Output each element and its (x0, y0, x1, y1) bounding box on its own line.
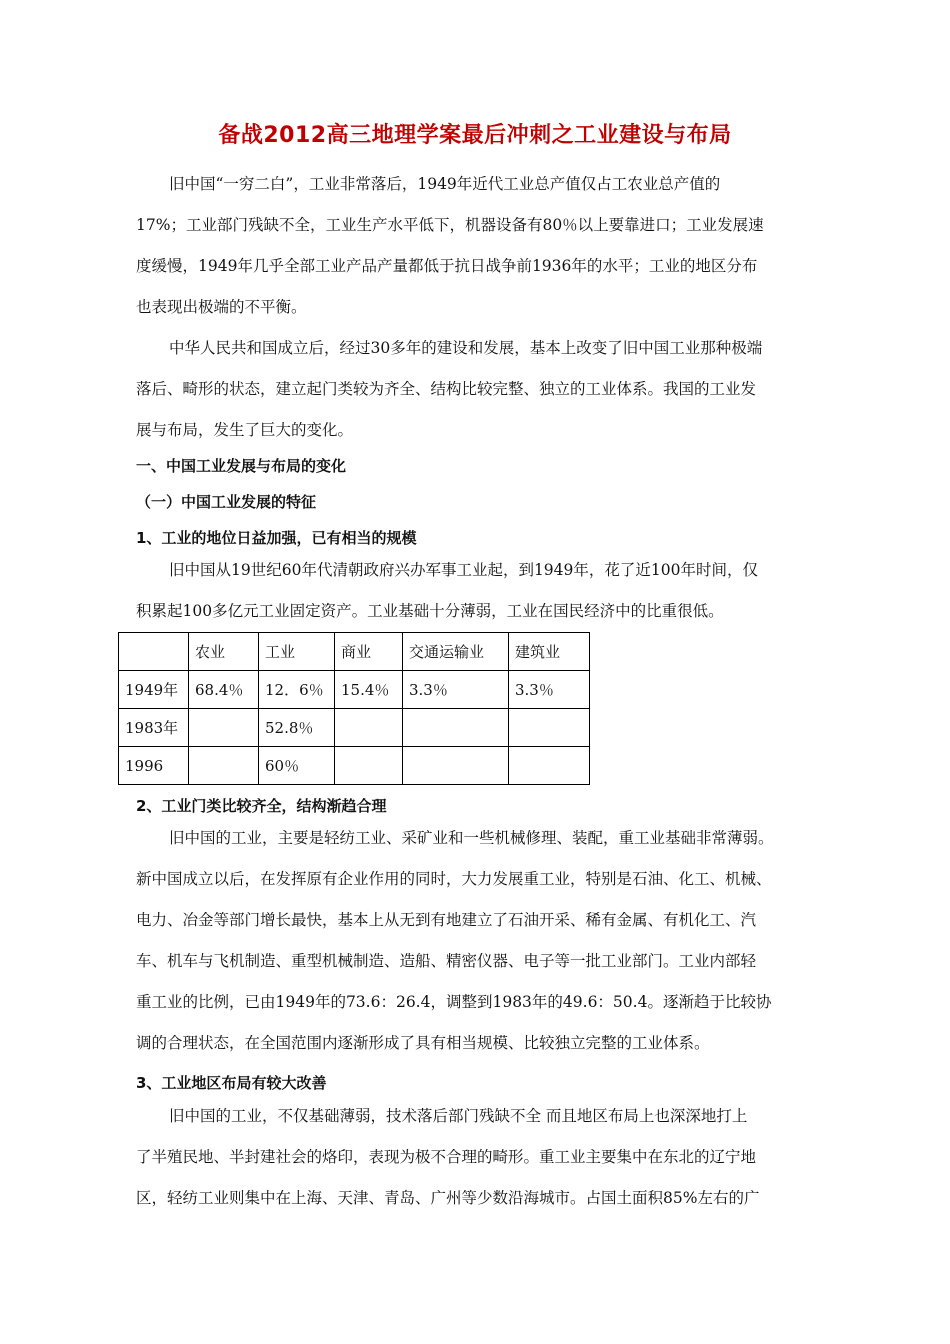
text-line: 旧中国“一穷二白”，工业非常落后，1949年近代工业总产值仅占工农业总产值的 (169, 175, 721, 193)
text-line: 旧中国的工业，不仅基础薄弱，技术落后部门残缺不全 而且地区布局上也深深地打上 (169, 1107, 748, 1125)
paragraph-feature-3 (136, 1096, 816, 1219)
table-cell (119, 633, 189, 671)
text-line: 区，轻纺工业则集中在上海、天津、青岛、广州等少数沿海城市。占国土面积85%左右的广 (136, 1189, 760, 1207)
industry-share-table (118, 632, 590, 785)
text-line: 重工业的比例，已由1949年的73.6：26.4，调整到1983年的49.6：50.4。逐渐趋于比较协 (136, 993, 772, 1011)
table-row (119, 709, 590, 747)
intro-paragraph-1 (136, 164, 816, 328)
text-line: 电力、冶金等部门增长最快，基本上从无到有地建立了石油开采、稀有金属、有机化工、汽 (136, 911, 757, 929)
feature-heading-3: 3、工业地区布局有较大改善 (136, 1074, 327, 1092)
table-cell (335, 747, 403, 785)
table-cell: 68.4％ (189, 671, 259, 709)
document-title: 备战2012高三地理学案最后冲刺之工业建设与布局 (218, 123, 732, 148)
table-cell (403, 747, 509, 785)
table-header-row (119, 633, 590, 671)
text-line: 新中国成立以后，在发挥原有企业作用的同时，大力发展重工业，特别是石油、化工、机械、 (136, 870, 772, 888)
table-cell: 1996 (119, 747, 189, 785)
table-cell: 交通运输业 (403, 633, 509, 671)
text-line: 17%；工业部门残缺不全，工业生产水平低下，机器设备有80％以上要靠进口；工业发展速 (136, 216, 764, 234)
text-line: 也表现出极端的不平衡。 (136, 298, 307, 316)
text-line: 调的合理状态，在全国范围内逐渐形成了具有相当规模、比较独立完整的工业体系。 (136, 1034, 710, 1052)
text-line: 展与布局，发生了巨大的变化。 (136, 421, 354, 439)
table-cell: 工业 (259, 633, 335, 671)
subsection-heading: （一）中国工业发展的特征 (136, 493, 317, 511)
text-line: 落后、畸形的状态，建立起门类较为齐全、结构比较完整、独立的工业体系。我国的工业发 (136, 380, 757, 398)
text-line: 了半殖民地、半封建社会的烙印，表现为极不合理的畸形。重工业主要集中在东北的辽宁地 (136, 1148, 757, 1166)
section-heading: 一、中国工业发展与布局的变化 (136, 457, 347, 475)
table-row (119, 671, 590, 709)
table-cell (403, 709, 509, 747)
feature-heading-1: 1、工业的地位日益加强，已有相当的规模 (136, 529, 417, 547)
table-cell: 52.8％ (259, 709, 335, 747)
text-line: 积累起100多亿元工业固定资产。工业基础十分薄弱，工业在国民经济中的比重很低。 (136, 602, 724, 620)
table-cell (189, 747, 259, 785)
table-cell (509, 747, 590, 785)
text-line: 旧中国的工业，主要是轻纺工业、采矿业和一些机械修理、装配，重工业基础非常薄弱。 (169, 829, 774, 847)
table-row (119, 747, 590, 785)
table-cell: 3.3％ (509, 671, 590, 709)
intro-paragraph-2 (136, 328, 816, 451)
text-line: 旧中国从19世纪60年代清朝政府兴办军事工业起，到1949年，花了近100年时间，仅 (169, 561, 758, 579)
table-cell: 建筑业 (509, 633, 590, 671)
text-line: 车、机车与飞机制造、重型机械制造、造船、精密仪器、电子等一批工业部门。工业内部轻 (136, 952, 757, 970)
table-cell: 1983年 (119, 709, 189, 747)
text-line: 度缓慢，1949年几乎全部工业产品产量都低于抗日战争前1936年的水平；工业的地区分布 (136, 257, 758, 275)
text-line: 中华人民共和国成立后，经过30多年的建设和发展，基本上改变了旧中国工业那种极端 (169, 339, 763, 357)
table-cell: 农业 (189, 633, 259, 671)
table-cell: 12．6％ (259, 671, 335, 709)
feature-heading-2: 2、工业门类比较齐全，结构渐趋合理 (136, 797, 387, 815)
paragraph-feature-1 (136, 550, 816, 632)
table-cell: 1949年 (119, 671, 189, 709)
table-cell: 15.4％ (335, 671, 403, 709)
table-cell: 3.3％ (403, 671, 509, 709)
table-cell (509, 709, 590, 747)
table-cell: 商业 (335, 633, 403, 671)
table-cell: 60％ (259, 747, 335, 785)
paragraph-feature-2 (136, 818, 816, 1064)
table-cell (335, 709, 403, 747)
table-cell (189, 709, 259, 747)
